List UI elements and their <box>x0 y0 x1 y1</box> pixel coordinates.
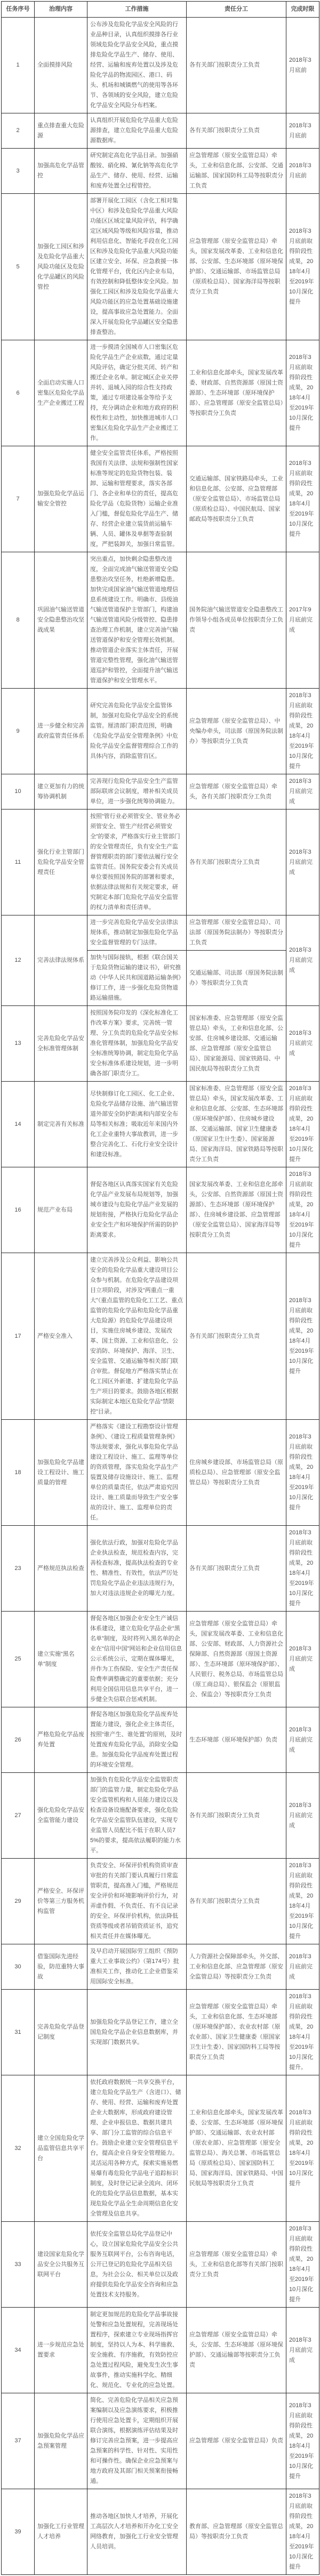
content-cell: 建立全国危险化学品监管信息共享平台 <box>35 2075 87 2222</box>
content-cell: 全面启动实施人口密集区危险化学品生产企业搬迁工程 <box>35 340 87 446</box>
table-row <box>2 552 319 689</box>
task-number-cell: 14 <box>2 1082 35 1167</box>
header-task-number: 任务序号 <box>2 2 35 18</box>
table-row <box>2 113 319 149</box>
measure-cell: 督促各地区认真落实国家有关危险化学品产业发展布局规划等，加强城市建设与危险化学品产业发展的规划衔接，严格执行危险化学品企业安全生产和环境保护所需的防护距离要求。 <box>87 1167 187 1253</box>
responsibility-cell: 住房城乡建设部、市场监管总局（原质检总局）、应急管理部（原安全监管总局）等按职责分工负责 <box>187 1420 286 1526</box>
deadline-cell: 2018年3月底前取得阶段性成果，2018年4月至2019年10月深化提升 <box>286 1859 319 1944</box>
content-cell: 加强危险化学品建设工程设计、施工质量的管理 <box>35 1420 87 1526</box>
task-number-cell: 13 <box>2 1006 35 1082</box>
measure-cell: 督促各地区加强企业安全生产诚信体系建设，建立危险化学品企业“黑名单”制度，及时将列入黑名单的企业在“信用中国”网站和企业信用信息公示系统公示，定期在媒体曝光，并作为工伤保险、安全生产责任保险费率调整确定的重要依据；充分利用全国信用信息共享平台，进一步健全失信联合惩戒机制。 <box>87 1612 187 1707</box>
content-cell: 规范产业布局 <box>35 1167 87 1253</box>
responsibility-cell: 人力资源社会保障部牵头，外交部、工业和信息化部、应急管理部（原安全监管总局）等按职责分工负责 <box>187 1944 286 1990</box>
responsibility-cell: 应急管理部（原安全监管总局）牵头，公安部、生态环境部（原环境保护部）、交通运输部等按职责分工负责 <box>187 2308 286 2393</box>
table-row <box>2 1859 319 1944</box>
content-cell: 重点排查重大危险源 <box>35 113 87 149</box>
responsibility-cell: 国家标准委、应急管理部（原安全监管总局）牵头，国家发展改革委、工业和信息化部、公安部、生态环境部（原环境保护部）、住房城乡建设部、交通运输部、国家卫生健康委（原国家卫生计生委）、国家能源局、国家海洋局、国家铁路局等按职责分工负责 <box>187 1082 286 1167</box>
table-row <box>2 915 319 951</box>
deadline-cell: 2018年3月底前完成 <box>286 1612 319 1707</box>
content-cell: 加强化工园区和涉及危险化学品重大风险功能区及危险化学品罐区的风险管控 <box>35 194 87 340</box>
task-number-cell: 29 <box>2 1859 35 1944</box>
content-cell: 加强危险化学品应急预案管理 <box>35 2393 87 2489</box>
deadline-cell: 2018年3月底前取得阶段性成果，2018年4月至2019年10月深化提升 <box>286 1526 319 1612</box>
deadline-cell: 2018年3月底前 <box>286 149 319 194</box>
responsibility-cell: 应急管理部（原安全监管总局）牵头，国家发展改革委、工业和信息化部、公安部、财政部、人力资源社会保障部、自然资源部（原国土资源部）、生态环境部（原环境保护部）、人民银行、税务总局、市场监管总局（原工商总局）、银保监会（原银监会、保监会）等按职责分工负责 <box>187 1612 286 1707</box>
content-cell: 严格规范执法检查 <box>35 1526 87 1612</box>
content-cell: 借鉴国际先进经验，防范重特大事故 <box>35 1944 87 1990</box>
measure-cell: 督促各地区加强危险化学品废弃处置能力建设，强化企业主体责任，按照“谁产生、谁处置”的原则，及时处置废弃危险化学品，消除安全隐患。加强危险化学品废弃处置过程的环境安全管理。 <box>87 1707 187 1773</box>
content-cell: 完善危险化学品登记制度 <box>35 1990 87 2075</box>
content-cell: 完善危险化学品安全标准管理体制 <box>35 1006 87 1082</box>
responsibility-cell: 各有关部门按职责分工负责 <box>187 113 286 149</box>
table-row <box>2 18 319 113</box>
responsibility-cell: 各有关部门按职责分工负责 <box>187 1526 286 1612</box>
content-cell: 严格安全准入 <box>35 1253 87 1420</box>
deadline-cell: 2018年3月底前完成 <box>286 2308 319 2393</box>
measure-cell: 加强危险化学品登记工作，建立全国危险化学品企业信息数据库，并实现部门数据共享。 <box>87 1990 187 2075</box>
deadline-cell: 2018年3月底前完成 <box>286 1773 319 1859</box>
content-cell: 严格危险化学品废弃处置 <box>35 1707 87 1773</box>
table-row <box>2 1944 319 1990</box>
measure-cell: 及早启动开展国际劳工组织《预防重大工业事故公约》（第174号）批准相关工作，推动化工企业借鉴采用国际安全标准。 <box>87 1944 187 1990</box>
task-number-cell: 2 <box>2 113 35 149</box>
deadline-cell: 2018年3月底前取得阶段性成果，2018年4月至2019年10月深化提升 <box>286 2489 319 2575</box>
task-number-cell: 11 <box>2 809 35 915</box>
measure-cell: 健全安全监管责任体系，严格按照我国有关法律、法规和强制性国家标准等规定的危险货物包装、装卸、运输和管理要求，落实各部门、各企业和单位的责任，提高危险化学品（危险货物）运输企业准入门槛，督促危险化学品生产、储存、经营企业建立装货前运输车辆、人员、罐体及单据等查验制度，严把装卸关，加强日常监管。 <box>87 446 187 552</box>
task-number-cell: 3 <box>2 149 35 194</box>
table-header <box>2 2 319 18</box>
responsibility-cell: 生态环境部（原环境保护部）负责 <box>187 1707 286 1773</box>
measure-cell: 依托政府数据统一共享交换平台，建立危险化学品生产（含进口）、储存、使用、经营、运输和废弃处置企业大数据库，形成政府建设管理、企业申报信息、数据共建共享、部门分工监管的综合信息平台。鼓励企业建立安全管理信息平台，提高企业自身安全管理能力。灵活运用各种方式，探索实施易燃易爆有毒危险化学品电子追踪标识制度，及时登记记录全流向、闭环化的危险化学品信息数据，基本实现危险化学品全生命周期信息化安全管理及信息共享。 <box>87 2075 187 2222</box>
task-number-cell: 39 <box>2 2489 35 2575</box>
task-number-cell: 17 <box>2 1253 35 1420</box>
deadline-cell: 2018年3月底前取得阶段性成果，2018年4月至2019年10月深化提升 <box>286 1420 319 1526</box>
task-number-cell: 37 <box>2 2393 35 2489</box>
task-number-cell: 9 <box>2 689 35 774</box>
responsibility-cell: 各有关部门按职责分工负责 <box>187 809 286 915</box>
task-number-cell: 34 <box>2 2308 35 2393</box>
task-breakdown-table <box>1 1 319 2575</box>
measure-cell: 按照国务院印发的《深化标准化工作改革方案》要求，完善统一管理、分工负责的危险化学品安全标准化管理体制，加强危险化学品安全标准统筹协调，制定危险化学品安全标准体系建设规划，进一步明确各部门职责分工。 <box>87 1006 187 1082</box>
responsibility-cell: 国家标准委、应急管理部（原安全监管总局）牵头，工业和信息化部、公安部、住房城乡建设部、交通运输部、应急管理部（原安全监管总局）、国家能源局、国家铁路局、中国民航局等按职责分工负责 <box>187 1006 286 1082</box>
deadline-cell: 2018年3月底前取得阶段性成果，2018年4月至2019年10月深化提升 <box>286 2075 319 2222</box>
header-content: 治理内容 <box>35 2 87 18</box>
table-row <box>2 1420 319 1526</box>
table-row <box>2 689 319 774</box>
content-cell: 制定完善有关标准 <box>35 1082 87 1167</box>
task-number-cell: 18 <box>2 1420 35 1526</box>
measure-cell: 完善现行危险化学品安全生产监管部际联席会议制度，增补相关成员单位，进一步强化统筹协调能力。 <box>87 774 187 809</box>
responsibility-cell: 应急管理部（原安全监管总局）负责 <box>187 2393 286 2489</box>
measure-cell: 加强负有危险化学品安全监管职责部门的监管力量，制定危险化学品安全监管机构和人员能力建设以及检查设备设施配备要求，强化危险化学品安全监管队伍建设，实现专业监管人员配比不低于在职人员75%的要求，提高依法履职的能力水平。 <box>87 1773 187 1859</box>
content-cell: 进一步健全和完善政府监管责任体系 <box>35 689 87 774</box>
task-number-cell: 31 <box>2 1990 35 2075</box>
task-number-cell: 26 <box>2 1707 35 1773</box>
measure-cell: 尽快制修订化工园区、化工企业、危险化学品储存设施、油气输送管道外部安全防护距离和内部安全布局等相关标准；吸取近年来国内外化工企业重特大事故教训，进一步整合完善化工、石化行业安全设计和建设标准。 <box>87 1082 187 1167</box>
task-number-cell: 7 <box>2 446 35 552</box>
task-number-cell: 23 <box>2 1526 35 1612</box>
responsibility-cell: 应急管理部（原安全监管总局）牵头，工业和信息化部、生态环境部（原环境保护部）、农业农村部（原农业部）、国家卫生健康委（原国家卫生计生委）、国家国防科工局等按职责分工负责 <box>187 1990 286 2075</box>
measure-cell: 简化、完善危险化学品相关应急预案编制以及应急演练要求，积极推行使用应急处置卡，定期组织开展联合演练，根据演练评估结果及时修订完善应急预案，进一步提高应急预案的科学性、针对性、实用性和可操作性。确保企业应急预案与地方政府及其部门相关预案衔接畅通。 <box>87 2393 187 2489</box>
responsibility-cell: 教育部、应急管理部（原安全监管总局）等按职责分工负责 <box>187 2489 286 2575</box>
responsibility-cell: 应急管理部（原安全监管总局）牵头，各有关部门按职责分工负责 <box>187 774 286 809</box>
header-measure: 工作措施 <box>87 2 187 18</box>
measure-cell: 研究制定高危化学品目录。加强硝酸铵、硝化棉、氰化钠等高危化学品生产、储存、使用、经营、运输和废弃处置全过程管控。 <box>87 149 187 194</box>
table-row <box>2 340 319 446</box>
content-cell: 完善法律法规体系 <box>35 915 87 1006</box>
measure-cell: 负责安全、环保评价机构资质审查审批的有关部门要认真履行日常监管职责，提高准入门槛，严格规范安全评价和环境影响评价行为，对弄虚作假、不负责任、有不良记录的安全、环保评价机构，依法降低资质等级或者吊销资质证书，追究相关责任并在媒体曝光。 <box>87 1859 187 1944</box>
deadline-cell: 2018年3月底前完成 <box>286 915 319 1006</box>
content-cell: 建设国家危险化学品安全公共服务互联网平台 <box>35 2222 87 2308</box>
content-cell: 建立实施“黑名单”制度 <box>35 1612 87 1707</box>
measure-cell: 部署开展化工园区（含化工相对集中区）和涉及危险化学品重大风险功能区区域定量风险评估，科学确定区域风险等级和风险容量，推动利用信息化、智能化手段在化工园区和涉及危险化学品重大风险功能区建立安全、环保、应急救援一体化管理平台，优化区内企业布局，有效控制和降低整体安全风险。加强化工园区和涉及危险化学品重大风险功能区的应急处置基础设施建设，提高事故应急处置能力。全面深入开展危险化学品罐区安全隐患排查整治。 <box>87 194 187 340</box>
table-row <box>2 2075 319 2222</box>
task-number-cell: 10 <box>2 774 35 809</box>
table-row <box>2 2393 319 2489</box>
measure-cell: 推动各地区加快人才培养，开展化工高层次人才培养和开办化工安全网络教育，加强化工行业安全管理人员培训。 <box>87 2489 187 2575</box>
table-row <box>2 446 319 552</box>
deadline-cell: 2018年3月底前完成 <box>286 809 319 915</box>
table-body <box>2 18 319 2575</box>
task-number-cell: 5 <box>2 194 35 340</box>
table-row <box>2 1707 319 1773</box>
task-number-cell: 30 <box>2 1944 35 1990</box>
measure-cell: 强化依法行政，加强对危险化学品企业执法检查，规范检查内容，完善检查标准，提高执法检查的专业性、精准性、有效性，依法严厉处罚危险化学品企业违法违规行为，加大对违法违规企业的曝光力度。 <box>87 1526 187 1612</box>
measure-cell: 公布涉及危险化学品安全风险的行业品种目录，认真组织摸排各行业领域危险化学品安全风险，重点摸排危险化学品生产、储存、使用、经营、运输和废弃处置以及涉及危险化学品的物流园区、港口、码头、机场和城镇燃气的使用等各环节、各领域的安全风险，建立危险化学品安全风险分布档案。 <box>87 18 187 113</box>
task-number-cell: 32 <box>2 2075 35 2222</box>
table-row <box>2 2489 319 2575</box>
measure-cell: 认真组织开展危险化学品重大危险源排查，建立危险化学品重大危险源数据库。 <box>87 113 187 149</box>
content-cell: 强化行业主管部门危险化学品安全管理责任 <box>35 809 87 915</box>
task-number-cell: 25 <box>2 1612 35 1707</box>
responsibility-cell: 应急管理部（原安全监管总局）、中央编办牵头，司法部（原国务院法制办）等按职责分工负责 <box>187 689 286 774</box>
measure-cell: 按照“管行业必须管安全、管业务必须管安全、管生产经营必须管安全”的要求，严格落实行业主管部门的安全管理责任，负有安全生产监督管理职责的部门要依法履行安全监管责任。国务院安委会有关成员单位要按照国务院的部署和要求，依据法律法规和有关规定要求，研究制定本部门危险化学品安全监管的权力清单和责任清单。 <box>87 809 187 915</box>
deadline-cell: 2018年3月底前取得阶段性成果，2018年4月至2019年10月深化提升 <box>286 1167 319 1253</box>
task-number-cell: 27 <box>2 1773 35 1859</box>
responsibility-cell: 各有关部门按职责分工负责 <box>187 1773 286 1859</box>
deadline-cell: 2018年3月底前取得阶段性成果，2018年4月至2019年10月深化提升 <box>286 2393 319 2489</box>
deadline-cell: 2018年3月底前完成 <box>286 1707 319 1773</box>
table-row <box>2 1006 319 1082</box>
table-row <box>2 2308 319 2393</box>
table-row <box>2 194 319 340</box>
task-number-cell: 6 <box>2 340 35 446</box>
header-row <box>2 2 319 18</box>
measure-cell: 研究完善危险化学品安全监管体制，加强对危险化学品安全的系统监管。厘清部门职责范围，明确《危险化学品安全管理条例》中危险化学品安全监督管理综合工作的具体内容，消除监管盲区。 <box>87 689 187 774</box>
content-cell: 加强高危化学品管控 <box>35 149 87 194</box>
measure-cell: 建立完善涉及公众利益、影响公共安全的危险化学品重大建设项目公众参与机制。在危险化学品建设项目立项阶段，对涉及“两重点一重大”（重点监管的危险化工工艺、重点监管的危险化学品和危险化学品重大危险源）的危险化学品建设项目，实施住房城乡建设、发展改革、国土资源、工业和信息化、公安消防、环境保护、海洋、卫生、安全监管、交通运输等相关部门联合审批。督促地方严格落实禁止在化工园区外新建、扩建危险化学品生产项目的要求。鼓励各地区根据实际制定本地区危险化学品“禁限控”目录。 <box>87 1253 187 1420</box>
measure-cell: 进一步完善危险化学品安全法律法规体系，推动制定加强危险化学品安全监督管理的专门法律。 <box>87 915 187 951</box>
table-row <box>2 1253 319 1420</box>
responsibility-cell: 国务院油气输送管道安全隐患整改工作领导小组各成员单位按职责分工负责 <box>187 552 286 689</box>
deadline-cell: 2018年3月底前完成 <box>286 1944 319 1990</box>
measure-cell: 进一步摸清全国城市人口密集区危险化学品生产企业底数，通过定量风险评估，确定分批关闭、转产和搬迁企业名单。制定城区企业关停并转、退城入园的综合性支持政策，通过专项建设基金等给予支持，充分调动企业和地方政府的积极性和主动性，加快推进城市人口密集区危险化学品生产企业搬迁工作。 <box>87 340 187 446</box>
deadline-cell: 2017年9月底前完成 <box>286 552 319 689</box>
table-row <box>2 774 319 809</box>
content-cell: 加强化工行业管理人才培养 <box>35 2489 87 2575</box>
header-deadline: 完成时限 <box>286 2 319 18</box>
measure-cell: 制定更加规范的危险化学品事故接处警和应急处置规程，完善现场处置程序，探索建立专业现场指挥官制度，坚持以人为本、科学施救、安全施救、有序施救，有效防控应急处置过程风险，避免发生次生事故事件，推动实施科学化、精细化、规范化、专业化的应急处置。 <box>87 2308 187 2393</box>
measure-cell: 严格落实《建设工程勘察设计管理条例》、《建设工程质量管理条例》等法规要求，强化从事危险化学品建设工程设计、施工、监理等单位的资质管理，落实危险化学品生产装置及储存设施设计、施工、监理单位的质量责任，依法严肃追究因设计、施工质量而导致生产安全事故的设计、施工、监理单位的责任。 <box>87 1420 187 1526</box>
table-row <box>2 2222 319 2308</box>
deadline-cell: 2018年3月底前取得阶段性成果，2018年4月至2019年10月深化提升。 <box>286 1990 319 2075</box>
responsibility-cell: 国家发展改革委、工业和信息化部牵头，公安部、自然资源部（原国土资源部）、生态环境部（原环境保护部）、住房城乡建设部、应急管理部（原安全监管总局）、国家海洋局等按职责分工负责 <box>187 1167 286 1253</box>
responsibility-cell: 交通运输部、司法部（原国务院法制办）等按职责分工负责 <box>187 951 286 1006</box>
task-number-cell: 1 <box>2 18 35 113</box>
content-cell: 全面摸排风险 <box>35 18 87 113</box>
measure-cell: 突出重点，加快剩余隐患整改进度，全面完成油气输送管道安全隐患整治攻坚任务，杜绝新增隐患。加快完成国家油气输送管道地理信息系统建设工作。明确市、县级油气输送管道保护主管部门，构建油气输送管道风险分级管控、隐患排查治理工作机制，建立完善油气输送管道保护和安全管理长效机制。推动管道企业落实主体责任，开展管道完整性管理，强化油气输送管道巡护和管控，全面提升油气输送管道保护和安全管理水平。 <box>87 552 187 689</box>
content-cell: 严格安全、环保评价等第三方服务机构监管 <box>35 1859 87 1944</box>
responsibility-cell: 各有关部门按职责分工负责 <box>187 1859 286 1944</box>
table-row <box>2 149 319 194</box>
deadline-cell: 2018年3月底前完成 <box>286 1006 319 1082</box>
table-row <box>2 1773 319 1859</box>
content-cell: 建立更加有力的统筹协调机制 <box>35 774 87 809</box>
deadline-cell: 2018年3月底前取得阶段性成果，2018年4月至2019年10月深化提升 <box>286 1082 319 1167</box>
table-row <box>2 1167 319 1253</box>
deadline-cell: 2018年3月底前取得阶段性成果，2018年4月至2019年10月深化提升 <box>286 194 319 340</box>
task-number-cell: 16 <box>2 1167 35 1253</box>
task-number-cell: 8 <box>2 552 35 689</box>
deadline-cell: 2018年3月底前 <box>286 113 319 149</box>
deadline-cell: 2018年3月底前 <box>286 18 319 113</box>
deadline-cell: 2018年3月底前取得阶段性成果，2018年4月至2019年10月深化提升 <box>286 340 319 446</box>
responsibility-cell: 应急管理部（原安全监管总局）牵头，工业和信息化部等有关部门按职责分工负责 <box>187 2222 286 2308</box>
responsibility-cell: 应急管理部（原安全监管总局）牵头，工业和信息化部、公安部、交通运输部、国家国防科工局等按职责分工负责 <box>187 149 286 194</box>
responsibility-cell: 工业和信息化部牵头，国家发展改革委、财政部、自然资源部（原国土资源部）、生态环境部（原环境保护部）、应急管理部（原安全监管总局）等按职责分工负责 <box>187 340 286 446</box>
deadline-cell: 2018年3月底前完成 <box>286 774 319 809</box>
table-row <box>2 809 319 915</box>
responsibility-cell: 应急管理部（原安全监管总局）、司法部（原国务院法制办）等按职责分工负责 <box>187 915 286 951</box>
content-cell: 进一步规范应急处置要求 <box>35 2308 87 2393</box>
deadline-cell: 2018年3月底前取得阶段性成果，2018年4月至2019年10月深化提升 <box>286 446 319 552</box>
deadline-cell: 2018年3月底前取得阶段性成果，2018年4月至2019年10月深化提升 <box>286 1253 319 1420</box>
header-responsibility: 责任分工 <box>187 2 286 18</box>
table-row <box>2 1082 319 1167</box>
responsibility-cell: 应急管理部（原安全监管总局）牵头，国家发展改革委、工业和信息化部、公安部、生态环境部（原环境保护部）、交通运输部、市场监管总局（原质检总局）、国家海洋局等按职责分工负责 <box>187 194 286 340</box>
content-cell: 加强危险化学品运输安全管控 <box>35 446 87 552</box>
task-number-cell: 12 <box>2 915 35 1006</box>
content-cell: 巩固油气输送管道安全隐患整治攻坚战成果 <box>35 552 87 689</box>
responsibility-cell: 工业和信息化部牵头，国家发展改革委、公安部、生态环境部（原环境保护部）、交通运输部、农业农村部（原农业部）、应急管理部（原安全监管总局）、海关总署、市场监管总局（原质检总局）、国家国防科工局、国家海洋局、国家铁路局、中国民航局等按职责分工负责 <box>187 2075 286 2222</box>
responsibility-cell: 交通运输部、国家铁路局牵头，工业和信息化部、公安部、应急管理部（原安全监管总局）、市场监管总局（原质检总局）、中国民航局、国家邮政局等按职责分工负责 <box>187 446 286 552</box>
deadline-cell: 2018年3月底前取得阶段性成果，2018年4月至2019年10月深化提升 <box>286 689 319 774</box>
table-row <box>2 1612 319 1707</box>
task-number-cell: 33 <box>2 2222 35 2308</box>
measure-cell: 加快与国际接轨，根据《联合国关于危险货物运输的建议书》，研究推动《中华人民共和国道路运输条例》修订工作，进一步强化危险货物道路运输措施。 <box>87 951 187 1006</box>
table-row <box>2 1990 319 2075</box>
table-row <box>2 1526 319 1612</box>
content-cell: 强化危险化学品安全监管能力建设 <box>35 1773 87 1859</box>
deadline-cell: 2018年3月底前取得阶段性成果，2018年4月至2019年10月深化提升 <box>286 2222 319 2308</box>
responsibility-cell: 各有关部门按职责分工负责 <box>187 18 286 113</box>
responsibility-cell: 各有关部门按职责分工负责 <box>187 1253 286 1420</box>
measure-cell: 依托安全监管总局化学品登记中心，设立国家危险化学品安全公共服务互联网平台，公布咨询电话，公开已登记的危险化学品相关信息，为社会公众、相关单位以及政府提供危险化学品安全咨询和应急处置技术支持服务。 <box>87 2222 187 2308</box>
